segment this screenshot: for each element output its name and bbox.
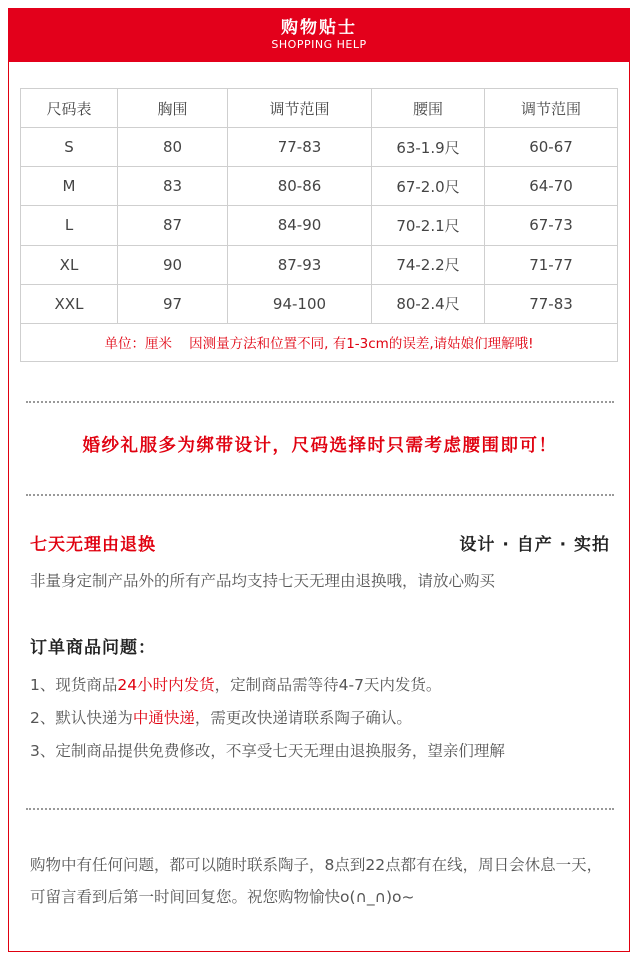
order-item-courier [30, 706, 412, 728]
returns-title: 七天无理由退换 [30, 535, 156, 555]
page-title: 购物贴士 [281, 18, 357, 38]
table-cell: 87-93 [228, 245, 372, 284]
table-cell: 64-70 [485, 167, 618, 206]
table-cell: 60-67 [485, 128, 618, 167]
table-cell: XXL [21, 284, 118, 323]
header-cell: 腰围 [372, 89, 485, 128]
table-note-row [21, 323, 618, 361]
table-cell: 90 [118, 245, 228, 284]
table-cell: 67-2.0尺 [372, 167, 485, 206]
table-cell: 80 [118, 128, 228, 167]
table-cell: 97 [118, 284, 228, 323]
table-cell: 77-83 [228, 128, 372, 167]
table-cell: 94-100 [228, 284, 372, 323]
table-cell: 71-77 [485, 245, 618, 284]
table-cell: 67-73 [485, 206, 618, 245]
table-cell: L [21, 206, 118, 245]
order-item-text: 1、现货商品 [30, 676, 118, 694]
header-cell: 胸围 [118, 89, 228, 128]
order-item-text: ，需更改快递请联系陶子确认。 [194, 709, 412, 727]
table-cell: S [21, 128, 118, 167]
table-header-row [21, 89, 618, 128]
table-cell: 87 [118, 206, 228, 245]
order-item-text: ，定制商品需等待4-7天内发货。 [214, 676, 442, 694]
table-row [21, 167, 618, 206]
table-cell: 84-90 [228, 206, 372, 245]
dotted-divider [26, 808, 614, 810]
dotted-divider [26, 401, 614, 403]
table-cell: 74-2.2尺 [372, 245, 485, 284]
returns-description: 非量身定制产品外的所有产品均支持七天无理由退换哦，请放心购买 [30, 572, 496, 590]
table-cell: 80-86 [228, 167, 372, 206]
page-subtitle: SHOPPING HELP [271, 38, 367, 51]
size-table [20, 88, 618, 362]
table-cell: 63-1.9尺 [372, 128, 485, 167]
brand-motto: 设计 · 自产 · 实拍 [459, 535, 610, 555]
table-cell: 83 [118, 167, 228, 206]
table-row [21, 128, 618, 167]
table-cell: 80-2.4尺 [372, 284, 485, 323]
header-cell: 调节范围 [485, 89, 618, 128]
table-cell: M [21, 167, 118, 206]
header-cell: 调节范围 [228, 89, 372, 128]
table-row [21, 284, 618, 323]
order-item-custom: 3、定制商品提供免费修改，不享受七天无理由退换服务，望亲们理解 [30, 742, 505, 760]
table-cell: 77-83 [485, 284, 618, 323]
order-item-shipping [30, 673, 441, 695]
table-row [21, 245, 618, 284]
table-row [21, 206, 618, 245]
header-banner [8, 8, 630, 62]
table-cell: XL [21, 245, 118, 284]
orders-title: 订单商品问题： [30, 638, 156, 658]
waist-tip: 婚纱礼服多为绑带设计，尺码选择时只需考虑腰围即可！ [82, 436, 558, 456]
table-cell: 70-2.1尺 [372, 206, 485, 245]
order-item-highlight: 24小时内发货 [117, 676, 215, 694]
contact-info: 购物中有任何问题，都可以随时联系陶子，8点到22点都有在线，周日会休息一天，可留言看到后第一时间回复您。祝您购物愉快o(∩_∩)o~ [30, 856, 603, 906]
order-item-highlight: 中通快递 [132, 709, 195, 727]
size-note: 单位：厘米 因测量方法和位置不同, 有1-3cm的误差,请姑娘们理解哦! [21, 323, 618, 361]
order-item-text: 2、默认快递为 [30, 709, 133, 727]
dotted-divider [26, 494, 614, 496]
header-cell: 尺码表 [21, 89, 118, 128]
